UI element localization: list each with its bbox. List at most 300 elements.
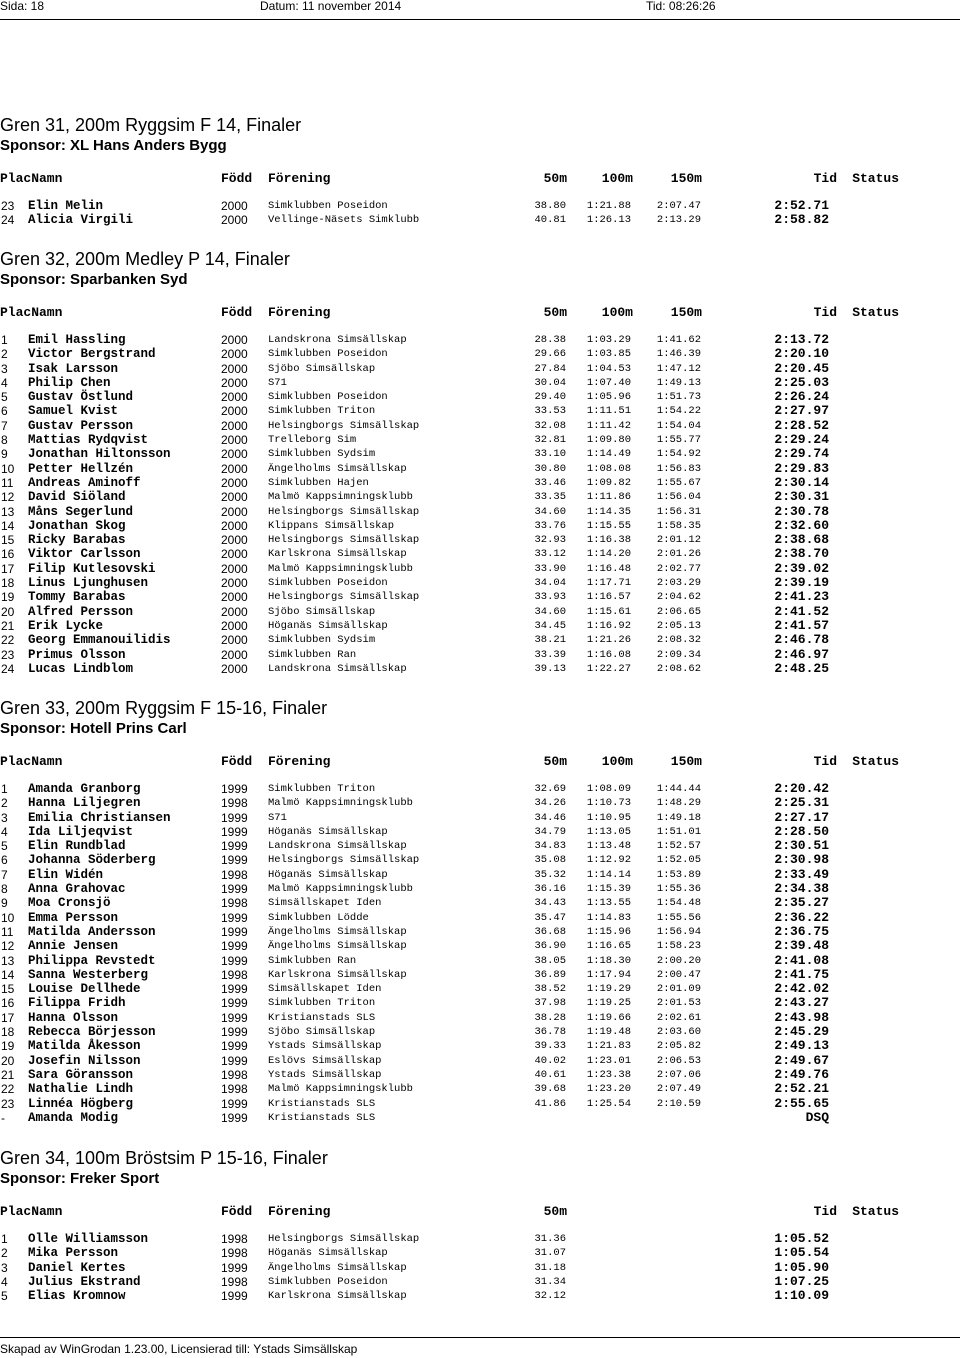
swimmer-name: Linus Ljunghusen <box>28 576 149 591</box>
result-row <box>0 825 960 839</box>
club-name: Klippans Simsällskap <box>268 519 395 532</box>
birth-year: 1999 <box>221 810 248 825</box>
split-100m: 1:07.40 <box>586 376 631 389</box>
birth-year: 2000 <box>221 375 248 390</box>
birth-year: 2000 <box>221 547 248 562</box>
split-150m: 1:55.77 <box>656 434 701 447</box>
final-time: 2:29.24 <box>774 432 829 448</box>
placement: 3 <box>1 361 8 376</box>
club-name: Simklubben Ran <box>268 954 357 967</box>
result-row <box>0 954 960 968</box>
placement: 16 <box>1 547 15 562</box>
swimmer-name: Filippa Fridh <box>28 996 126 1011</box>
col-header-placnamn: PlacNamn <box>0 754 63 769</box>
club-name: Helsingborgs Simsällskap <box>268 505 420 518</box>
birth-year: 1998 <box>221 1232 248 1246</box>
birth-year: 2000 <box>221 533 248 548</box>
split-50m: 33.53 <box>534 405 566 418</box>
split-50m: 36.68 <box>534 925 566 938</box>
final-time: 2:30.78 <box>774 503 829 519</box>
swimmer-name: Moa Cronsjö <box>28 896 111 911</box>
split-50m: 36.78 <box>534 1026 566 1039</box>
swimmer-name: Daniel Kertes <box>28 1260 126 1275</box>
birth-year: 2000 <box>221 390 248 405</box>
final-time: 2:39.19 <box>774 575 829 591</box>
final-time: 2:49.13 <box>774 1038 829 1054</box>
final-time: 2:41.75 <box>774 966 829 982</box>
split-50m: 37.98 <box>534 997 566 1010</box>
swimmer-name: Gustav Östlund <box>28 390 134 405</box>
swimmer-name: Erik Lycke <box>28 618 104 633</box>
result-row <box>0 576 960 590</box>
birth-year: 1999 <box>221 824 248 839</box>
split-100m: 1:03.29 <box>586 334 631 346</box>
col-header-150m: 150m <box>670 305 702 320</box>
birth-year: 2000 <box>221 490 248 505</box>
split-100m: 1:25.54 <box>586 1097 631 1110</box>
club-name: Simklubben Ran <box>268 648 357 661</box>
split-100m: 1:14.49 <box>586 448 631 461</box>
split-50m: 33.76 <box>534 519 566 532</box>
split-50m: 31.36 <box>534 1233 566 1245</box>
split-150m: 1:56.31 <box>656 505 701 518</box>
split-150m: 2:02.77 <box>656 562 701 575</box>
result-row <box>0 839 960 853</box>
print-date: Datum: 11 november 2014 <box>260 0 402 13</box>
club-name: Höganäs Simsällskap <box>268 1247 388 1260</box>
split-150m: 2:03.29 <box>656 577 701 590</box>
col-header-50m: 50m <box>543 754 567 769</box>
footer-rule <box>0 1337 960 1338</box>
swimmer-name: Mattias Rydqvist <box>28 433 149 448</box>
club-name: Ystads Simsällskap <box>268 1068 382 1081</box>
placement: 24 <box>1 213 15 228</box>
club-name: Helsingborgs Simsällskap <box>268 854 420 867</box>
split-150m: 1:46.39 <box>656 348 701 361</box>
birth-year: 1999 <box>221 910 248 925</box>
col-header-forening: Förening <box>268 171 331 186</box>
birth-year: 1998 <box>221 896 248 911</box>
final-time: 2:41.08 <box>774 952 829 968</box>
placement: 23 <box>1 1096 15 1111</box>
swimmer-name: Olle Williamsson <box>28 1232 149 1246</box>
final-time: 2:36.22 <box>774 909 829 925</box>
swimmer-name: Elin Melin <box>28 199 104 213</box>
birth-year: 2000 <box>221 433 248 448</box>
placement: 5 <box>1 390 8 405</box>
club-name: Simklubben Hajen <box>268 476 369 489</box>
event-sponsor: Sponsor: Sparbanken Syd <box>0 271 188 288</box>
birth-year: 1999 <box>221 1039 248 1054</box>
col-header-placnamn: PlacNamn <box>0 305 63 320</box>
split-150m: 1:47.12 <box>656 362 701 375</box>
split-100m: 1:09.80 <box>586 434 631 447</box>
club-name: Simklubben Sydsim <box>268 634 376 647</box>
swimmer-name: Georg Emmanouilidis <box>28 633 171 648</box>
birth-year: 2000 <box>221 333 248 347</box>
birth-year: 2000 <box>221 404 248 419</box>
swimmer-name: Tommy Barabas <box>28 590 126 605</box>
event-sponsor: Sponsor: Hotell Prins Carl <box>0 720 187 737</box>
col-header-placnamn: PlacNamn <box>0 171 63 186</box>
club-name: Karlskrona Simsällskap <box>268 548 407 561</box>
split-150m: 2:00.20 <box>656 954 701 967</box>
club-name: Höganäs Simsällskap <box>268 619 388 632</box>
club-name: Kristianstads SLS <box>268 1111 376 1124</box>
placement: 18 <box>1 576 15 591</box>
split-150m: 1:58.35 <box>656 519 701 532</box>
swimmer-name: Johanna Söderberg <box>28 853 156 868</box>
birth-year: 2000 <box>221 661 248 676</box>
birth-year: 1998 <box>221 1274 248 1289</box>
split-50m: 32.08 <box>534 419 566 432</box>
swimmer-name: Jonathan Skog <box>28 518 126 533</box>
split-100m: 1:14.20 <box>586 548 631 561</box>
split-100m: 1:23.20 <box>586 1083 631 1096</box>
split-100m: 1:15.39 <box>586 883 631 896</box>
final-time: 2:41.57 <box>774 617 829 633</box>
split-50m: 38.21 <box>534 634 566 647</box>
birth-year: 1999 <box>221 939 248 954</box>
split-50m: 38.52 <box>534 983 566 996</box>
placement: 22 <box>1 1082 15 1097</box>
event-sponsor: Sponsor: XL Hans Anders Bygg <box>0 137 227 154</box>
swimmer-name: Anna Grahovac <box>28 882 126 897</box>
placement: 18 <box>1 1025 15 1040</box>
final-time: 2:25.03 <box>774 374 829 390</box>
final-time: 2:28.52 <box>774 417 829 433</box>
club-name: Helsingborgs Simsällskap <box>268 591 420 604</box>
club-name: Vellinge-Näsets Simklubb <box>268 214 420 227</box>
birth-year: 2000 <box>221 461 248 476</box>
final-time: 2:33.49 <box>774 866 829 882</box>
split-50m: 29.66 <box>534 348 566 361</box>
split-100m: 1:15.55 <box>586 519 631 532</box>
final-time: 2:39.48 <box>774 938 829 954</box>
final-time: 1:05.54 <box>774 1245 829 1261</box>
split-50m: 36.90 <box>534 940 566 953</box>
final-time: 2:43.98 <box>774 1009 829 1025</box>
placement: 14 <box>1 967 15 982</box>
split-50m: 35.08 <box>534 854 566 867</box>
birth-year: 2000 <box>221 618 248 633</box>
split-100m: 1:09.82 <box>586 476 631 489</box>
split-150m: 1:48.29 <box>656 797 701 810</box>
split-50m: 39.33 <box>534 1040 566 1053</box>
split-100m: 1:16.08 <box>586 648 631 661</box>
split-50m: 40.02 <box>534 1054 566 1067</box>
final-time: 2:39.02 <box>774 560 829 576</box>
split-50m: 33.90 <box>534 562 566 575</box>
col-header-100m: 100m <box>601 305 633 320</box>
split-100m: 1:14.35 <box>586 505 631 518</box>
final-time: 2:20.42 <box>774 781 829 796</box>
swimmer-name: Hanna Liljegren <box>28 796 141 811</box>
placement: 23 <box>1 647 15 662</box>
page-footer: Skapad av WinGrodan 1.23.00, Licensierad till: Ystads Simsällskap <box>0 1342 358 1356</box>
split-150m: 2:07.49 <box>656 1083 701 1096</box>
swimmer-name: Gustav Persson <box>28 418 134 433</box>
final-time: 2:20.10 <box>774 346 829 362</box>
birth-year: 1998 <box>221 1246 248 1261</box>
club-name: Landskrona Simsällskap <box>268 334 407 346</box>
birth-year: 1998 <box>221 796 248 811</box>
split-150m: 2:07.06 <box>656 1068 701 1081</box>
split-150m: 1:49.18 <box>656 811 701 824</box>
result-row <box>0 939 960 953</box>
swimmer-name: Alicia Virgili <box>28 213 134 228</box>
split-100m: 1:17.71 <box>586 577 631 590</box>
placement: 21 <box>1 618 15 633</box>
swimmer-name: Elin Widén <box>28 867 104 882</box>
col-header-fodd: Född <box>221 305 253 320</box>
split-150m: 1:55.36 <box>656 883 701 896</box>
club-name: Höganäs Simsällskap <box>268 868 388 881</box>
split-50m: 32.81 <box>534 434 566 447</box>
birth-year: 1999 <box>221 1025 248 1040</box>
col-header-50m: 50m <box>543 305 567 320</box>
final-time: 2:26.24 <box>774 389 829 405</box>
split-150m: 2:06.65 <box>656 605 701 618</box>
final-time: 2:38.70 <box>774 546 829 562</box>
club-name: Kristianstads SLS <box>268 1011 376 1024</box>
swimmer-name: Matilda Andersson <box>28 924 156 939</box>
split-100m: 1:16.38 <box>586 534 631 547</box>
birth-year: 2000 <box>221 475 248 490</box>
result-row <box>0 347 960 361</box>
birth-year: 2000 <box>221 347 248 362</box>
split-100m: 1:22.27 <box>586 662 631 675</box>
swimmer-name: Annie Jensen <box>28 939 119 954</box>
result-row <box>0 1025 960 1039</box>
split-100m: 1:17.94 <box>586 968 631 981</box>
split-150m: 1:54.48 <box>656 897 701 910</box>
result-row <box>0 896 960 910</box>
swimmer-name: Julius Ekstrand <box>28 1274 141 1289</box>
swimmer-name: Petter Hellzén <box>28 461 134 476</box>
club-name: Malmö Kappsimningsklubb <box>268 491 413 504</box>
split-50m: 33.35 <box>534 491 566 504</box>
col-header-tid: Tid <box>813 305 837 320</box>
split-100m: 1:21.26 <box>586 634 631 647</box>
swimmer-name: Alfred Persson <box>28 604 134 619</box>
birth-year: 2000 <box>221 633 248 648</box>
birth-year: 1999 <box>221 924 248 939</box>
result-row <box>0 590 960 604</box>
print-time: Tid: 08:26:26 <box>646 0 716 13</box>
swimmer-name: Sanna Westerberg <box>28 967 149 982</box>
birth-year: 1999 <box>221 882 248 897</box>
club-name: Kristianstads SLS <box>268 1097 376 1110</box>
birth-year: 1999 <box>221 1096 248 1111</box>
split-100m: 1:23.01 <box>586 1054 631 1067</box>
result-row <box>0 1261 960 1275</box>
result-row <box>0 662 960 676</box>
birth-year: 1999 <box>221 853 248 868</box>
club-name: Malmö Kappsimningsklubb <box>268 562 413 575</box>
split-100m: 1:14.83 <box>586 911 631 924</box>
split-150m: 2:01.12 <box>656 534 701 547</box>
results-list <box>0 199 960 228</box>
final-time: 2:25.31 <box>774 795 829 811</box>
birth-year: 2000 <box>221 361 248 376</box>
split-50m: 36.16 <box>534 883 566 896</box>
result-row <box>0 648 960 662</box>
swimmer-name: Josefin Nilsson <box>28 1053 141 1068</box>
split-50m: 34.79 <box>534 825 566 838</box>
final-time: 2:41.23 <box>774 589 829 605</box>
placement: 7 <box>1 867 8 882</box>
split-100m: 1:21.88 <box>586 200 631 212</box>
birth-year: 1999 <box>221 953 248 968</box>
col-header-fodd: Född <box>221 1204 253 1219</box>
split-150m: 2:03.60 <box>656 1026 701 1039</box>
placement: 15 <box>1 982 15 997</box>
birth-year: 2000 <box>221 561 248 576</box>
split-150m: 2:04.62 <box>656 591 701 604</box>
swimmer-name: Amanda Granborg <box>28 782 141 796</box>
final-time: 1:10.09 <box>774 1288 829 1304</box>
placement: 14 <box>1 518 15 533</box>
results-header <box>0 305 960 321</box>
header-rule <box>0 19 960 20</box>
placement: 17 <box>1 1010 15 1025</box>
result-row <box>0 519 960 533</box>
event-title: Gren 33, 200m Ryggsim F 15-16, Finaler <box>0 698 328 718</box>
col-header-status: Status <box>852 171 899 186</box>
split-50m: 34.83 <box>534 840 566 853</box>
split-150m: 2:08.62 <box>656 662 701 675</box>
swimmer-name: Andreas Aminoff <box>28 475 141 490</box>
birth-year: 2000 <box>221 447 248 462</box>
split-100m: 1:16.92 <box>586 619 631 632</box>
birth-year: 1998 <box>221 867 248 882</box>
final-time: 2:52.71 <box>774 198 829 213</box>
placement: 5 <box>1 839 8 854</box>
birth-year: 1999 <box>221 982 248 997</box>
col-header-150m: 150m <box>670 171 702 186</box>
club-name: S71 <box>268 811 287 824</box>
split-50m: 33.12 <box>534 548 566 561</box>
split-100m: 1:14.14 <box>586 868 631 881</box>
col-header-fodd: Född <box>221 171 253 186</box>
split-50m: 30.04 <box>534 376 566 389</box>
split-100m: 1:10.95 <box>586 811 631 824</box>
final-time: 2:13.72 <box>774 332 829 347</box>
club-name: Landskrona Simsällskap <box>268 840 407 853</box>
placement: 4 <box>1 824 8 839</box>
club-name: Karlskrona Simsällskap <box>268 968 407 981</box>
swimmer-name: Nathalie Lindh <box>28 1082 134 1097</box>
club-name: Sjöbo Simsällskap <box>268 1026 376 1039</box>
result-row <box>0 911 960 925</box>
final-time: 2:28.50 <box>774 823 829 839</box>
swimmer-name: Filip Kutlesovski <box>28 561 156 576</box>
split-150m: 2:07.47 <box>656 200 701 212</box>
result-row <box>0 462 960 476</box>
split-100m: 1:12.92 <box>586 854 631 867</box>
split-100m: 1:19.48 <box>586 1026 631 1039</box>
split-50m: 32.93 <box>534 534 566 547</box>
result-row <box>0 782 960 796</box>
birth-year: 2000 <box>221 518 248 533</box>
club-name: Landskrona Simsällskap <box>268 662 407 675</box>
club-name: Simklubben Triton <box>268 783 376 795</box>
swimmer-name: Lucas Lindblom <box>28 661 134 676</box>
swimmer-name: Måns Segerlund <box>28 504 134 519</box>
birth-year: 1998 <box>221 1082 248 1097</box>
result-row <box>0 1039 960 1053</box>
club-name: Simsällskapet Iden <box>268 983 382 996</box>
final-time: DSQ <box>805 1109 829 1125</box>
placement: 15 <box>1 533 15 548</box>
split-150m: 2:02.61 <box>656 1011 701 1024</box>
final-time: 2:52.21 <box>774 1081 829 1097</box>
split-150m: 1:56.83 <box>656 462 701 475</box>
split-150m: 2:01.53 <box>656 997 701 1010</box>
placement: 10 <box>1 461 15 476</box>
final-time: 2:30.98 <box>774 852 829 868</box>
club-name: Helsingborgs Simsällskap <box>268 1233 420 1245</box>
split-50m: 31.34 <box>534 1275 566 1288</box>
final-time: 2:48.25 <box>774 660 829 676</box>
split-150m: 1:58.23 <box>656 940 701 953</box>
col-header-tid: Tid <box>813 754 837 769</box>
swimmer-name: Ida Liljeqvist <box>28 824 134 839</box>
split-50m: 33.93 <box>534 591 566 604</box>
club-name: Ängelholms Simsällskap <box>268 925 407 938</box>
split-100m: 1:13.55 <box>586 897 631 910</box>
placement: 6 <box>1 404 8 419</box>
placement: 13 <box>1 953 15 968</box>
split-50m: 40.61 <box>534 1068 566 1081</box>
placement: 10 <box>1 910 15 925</box>
col-header-150m: 150m <box>670 754 702 769</box>
result-row <box>0 633 960 647</box>
placement: 1 <box>1 333 8 347</box>
split-50m: 34.60 <box>534 505 566 518</box>
split-50m: 34.26 <box>534 797 566 810</box>
result-row <box>0 811 960 825</box>
col-header-status: Status <box>852 1204 899 1219</box>
split-50m: 27.84 <box>534 362 566 375</box>
final-time: 2:20.45 <box>774 360 829 376</box>
split-100m: 1:04.53 <box>586 362 631 375</box>
result-row <box>0 868 960 882</box>
split-50m: 34.04 <box>534 577 566 590</box>
swimmer-name: Jonathan Hiltonsson <box>28 447 171 462</box>
swimmer-name: Rebecca Börjesson <box>28 1025 156 1040</box>
club-name: Malmö Kappsimningsklubb <box>268 1083 413 1096</box>
placement: 16 <box>1 996 15 1011</box>
club-name: Trelleborg Sim <box>268 434 357 447</box>
result-row <box>0 333 960 347</box>
final-time: 2:35.27 <box>774 895 829 911</box>
col-header-tid: Tid <box>813 1204 837 1219</box>
club-name: Simklubben Poseidon <box>268 348 388 361</box>
split-50m: 28.38 <box>534 334 566 346</box>
split-100m: 1:19.25 <box>586 997 631 1010</box>
club-name: Simklubben Poseidon <box>268 200 388 212</box>
split-50m: 29.40 <box>534 391 566 404</box>
result-row <box>0 996 960 1010</box>
placement: 7 <box>1 418 8 433</box>
placement: 19 <box>1 590 15 605</box>
split-150m: 1:51.73 <box>656 391 701 404</box>
split-150m: 1:53.89 <box>656 868 701 881</box>
results-header <box>0 1204 960 1220</box>
split-100m: 1:11.42 <box>586 419 631 432</box>
